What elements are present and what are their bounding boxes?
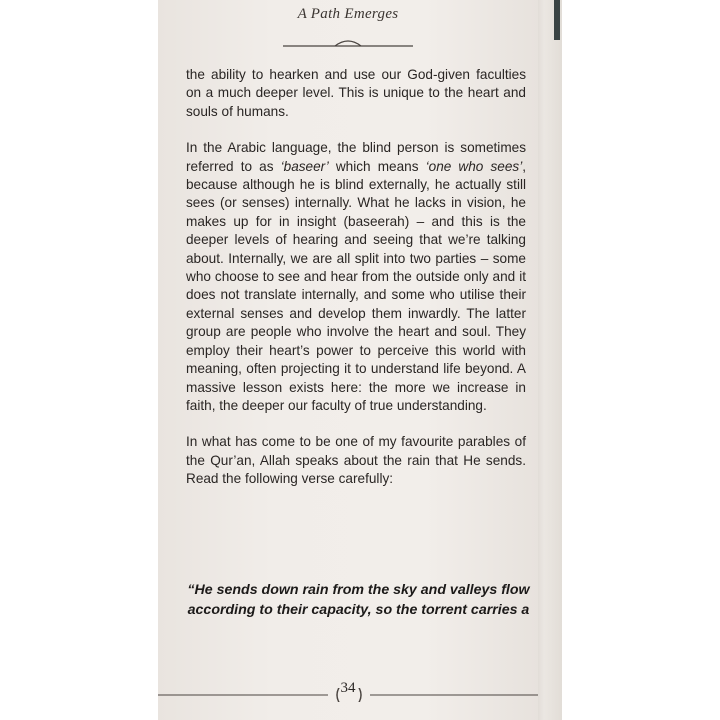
book-cover-edge [554, 0, 560, 40]
body-text [186, 66, 526, 507]
background-right [558, 0, 720, 720]
paragraph-2 [186, 139, 526, 415]
quran-verse-quote: “He sends down rain from the sky and valleys flow according to their capacity, so the torrent carries a [187, 582, 530, 618]
running-title: A Path Emerges [297, 6, 399, 22]
header-ornament-rule [283, 34, 413, 50]
book-page [158, 0, 538, 720]
paragraph-2-part-c: , because although he is blind externally, he actually still sees (or senses) internally. What he lacks in vision, he makes up for in insight (baseerah) – and this is the deeper levels of hearing and seeing that we’re talking about. Internally, we are all split into two parties – some who choose to see and hear from the outside only and it does not translate internally, and some who utilise their external senses and develop them inwardly. The latter group are people who involve the heart and soul. They employ their heart’s power to perceive this world with meaning, often projecting it to understand life beyond. A massive lesson exists here: the more we increase in faith, the deeper our faculty of true understanding. [186, 158, 526, 413]
background-left [0, 0, 158, 720]
paragraph-2-part-b: which means [328, 158, 426, 174]
paragraph-1: the ability to hearken and use our God-given faculties on a much deeper level. This is unique to the heart and souls of humans. [186, 67, 526, 119]
paragraph-3: In what has come to be one of my favourite parables of the Qur’an, Allah speaks about the rain that He sends. Read the following verse carefully: [186, 434, 526, 487]
paragraph-2-part-a: In the Arabic language, the blind person is sometimes referred to as [186, 140, 526, 174]
page-number: 34 [340, 680, 356, 696]
term-meaning: ‘one who sees’ [425, 158, 523, 174]
term-baseer: ‘baseer’ [280, 158, 329, 174]
